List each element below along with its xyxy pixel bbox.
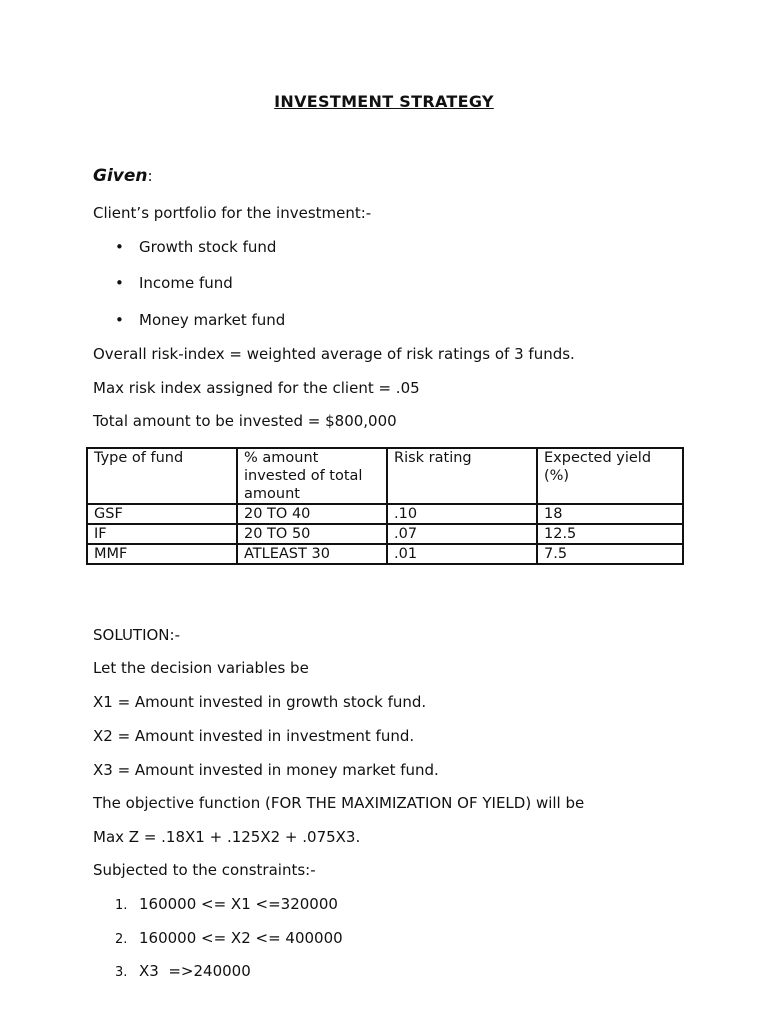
decision-intro: Let the decision variables be bbox=[93, 659, 309, 677]
max-risk-text: Max risk index assigned for the client = .05 bbox=[93, 379, 420, 397]
solution-heading: SOLUTION:- bbox=[93, 626, 180, 644]
constraints-intro: Subjected to the constraints:- bbox=[93, 861, 316, 879]
table-cell: 20 TO 50 bbox=[237, 524, 387, 544]
bullet-icon: • bbox=[115, 274, 124, 292]
constraint-text: X3 =>240000 bbox=[139, 962, 251, 980]
table-cell: MMF bbox=[87, 544, 237, 564]
header-percent-amount: % amount invested of total amount bbox=[237, 448, 387, 504]
constraint-number: 1. bbox=[115, 898, 128, 913]
variable-x1: X1 = Amount invested in growth stock fund. bbox=[93, 693, 427, 711]
table-cell: 18 bbox=[537, 504, 683, 524]
bullet-icon: • bbox=[115, 238, 124, 256]
risk-index-text: Overall risk-index = weighted average of risk ratings of 3 funds. bbox=[93, 345, 575, 363]
table-cell: ATLEAST 30 bbox=[237, 544, 387, 564]
portfolio-intro: Client’s portfolio for the investment:- bbox=[93, 204, 372, 222]
given-heading: Given bbox=[93, 166, 148, 186]
constraint-text: 160000 <= X2 <= 400000 bbox=[139, 929, 343, 947]
table-cell: .07 bbox=[387, 524, 537, 544]
variable-x3: X3 = Amount invested in money market fund. bbox=[93, 761, 439, 779]
fund-name: Money market fund bbox=[139, 311, 286, 329]
list-item bbox=[115, 311, 285, 329]
fund-table bbox=[86, 447, 684, 565]
table-cell: IF bbox=[87, 524, 237, 544]
table-cell: .01 bbox=[387, 544, 537, 564]
given-heading-line bbox=[93, 166, 153, 186]
constraint-number: 2. bbox=[115, 932, 128, 947]
total-amount-text: Total amount to be invested = $800,000 bbox=[93, 412, 397, 430]
document-title: INVESTMENT STRATEGY bbox=[274, 92, 494, 111]
table-cell: .10 bbox=[387, 504, 537, 524]
variable-x2: X2 = Amount invested in investment fund. bbox=[93, 727, 415, 745]
constraint-item bbox=[115, 895, 338, 913]
list-item bbox=[115, 274, 233, 292]
header-type-of-fund: Type of fund bbox=[87, 448, 237, 504]
objective-intro: The objective function (FOR THE MAXIMIZATION OF YIELD) will be bbox=[93, 794, 585, 812]
table-header-row bbox=[87, 448, 683, 504]
header-risk-rating: Risk rating bbox=[387, 448, 537, 504]
fund-name: Growth stock fund bbox=[139, 238, 277, 256]
constraint-number: 3. bbox=[115, 965, 128, 980]
table-row bbox=[87, 544, 683, 564]
bullet-icon: • bbox=[115, 311, 124, 329]
table-cell: 20 TO 40 bbox=[237, 504, 387, 524]
constraint-text: 160000 <= X1 <=320000 bbox=[139, 895, 338, 913]
header-expected-yield: Expected yield (%) bbox=[537, 448, 683, 504]
table-row bbox=[87, 524, 683, 544]
table-cell: GSF bbox=[87, 504, 237, 524]
given-colon: : bbox=[147, 167, 153, 185]
fund-name: Income fund bbox=[139, 274, 233, 292]
table-cell: 7.5 bbox=[537, 544, 683, 564]
constraint-item bbox=[115, 929, 343, 947]
table-cell: 12.5 bbox=[537, 524, 683, 544]
constraint-item bbox=[115, 962, 251, 980]
objective-function: Max Z = .18X1 + .125X2 + .075X3. bbox=[93, 828, 361, 846]
table-row bbox=[87, 504, 683, 524]
list-item bbox=[115, 238, 276, 256]
